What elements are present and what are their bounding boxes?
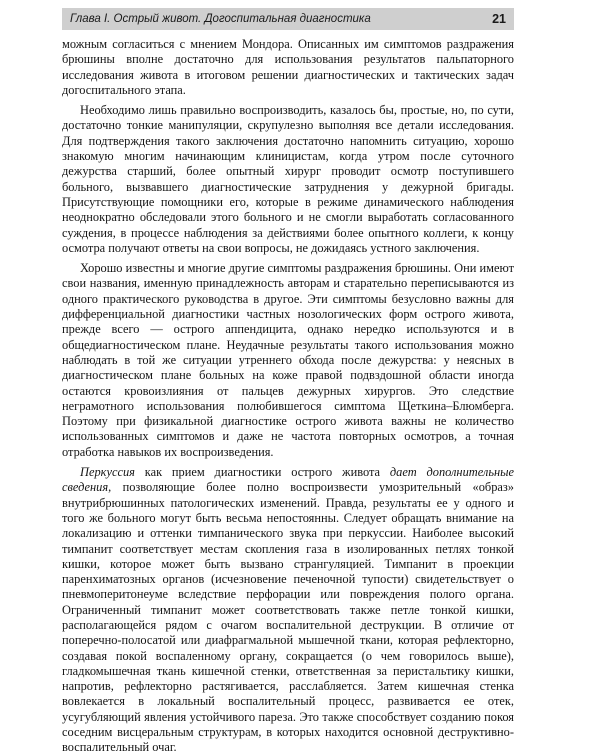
running-header [62, 8, 514, 30]
page-number: 21 [492, 12, 506, 26]
body-text [62, 37, 514, 756]
paragraph-1: можным согласиться с мнением Мондора. Описанных им симптомов раздражения брюшины вполне достаточно для использования результатов пальпаторного исследования живота в итоговом решении диагностических и тактических задач догоспитального этапа. [62, 37, 514, 97]
paragraph-2: Необходимо лишь правильно воспроизводить, казалось бы, простые, но, по сути, достаточно тонкие манипуляции, скрупулезно выполняя все детали исследования. Для подтверждения такого заключения достаточно напомнить ситуацию, хорошо знакомую многим начинающим клиницистам, когда утром после суточного дежурства старший, более опытный хирург проводит осмотр поступившего больного, вызвавшего диагностические затруднения у дежурной бригады. Присутствующие помощники его, которые в режиме динамического наблюдения неоднократно обследовали этого больного и не смогли выработать согласованного суждения, в процессе наблюдения за действиями более опытного коллеги, к концу осмотра получают ответы на свои вопросы, не дожидаясь устного заключения. [62, 103, 514, 255]
emphasis-phrase: дает дополнительные сведения [62, 465, 514, 495]
term-percussion: Перкуссия [80, 465, 135, 480]
paragraph-4-text-b: , позволяющие более полно воспроизвести умозрительный «образ» внутрибрюшинных патологических изменений. Правда, результаты ее у одного и того же больного могут быть весьма непостоянны. Следует обращать внимание на локализацию и оттенки тимпанического звука при перкуссии. Наиболее высокий тимпанит соответствует местам скопления газа в изолированных петлях тонкой кишки, которое может быть вызвано странгуляцией. Тимпанит в проекции паренхиматозных органов (исчезновение печеночной тупости) свидетельствует о пневмоперитонеуме вследствие перфорации или повреждения полого органа. Ограниченный тимпанит может соответствовать также петле тонкой кишки, располагающейся рядом с очагом воспалительной деструкции. В отличие от поперечно-полосатой или диафрагмальной мышечной ткани, которая рефлекторно, создавая покой воспаленному органу, сокращается (о чем говорилось выше), гладкомышечная ткань кишечной стенки, ответственная за перистальтику кишки, напротив, рефлекторно растягивается, расслабляется. Затем кишечная стенка вовлекается в локальный воспалительный процесс, развивается ее отек, усугубляющий явления устойчивого пареза. Это также способствует созданию покоя соседним висцеральным структурам, в которых находится основной деструктивно-воспалительный очаг. [62, 480, 514, 755]
chapter-title: Глава I. Острый живот. Догоспитальная диагностика [70, 13, 371, 25]
paragraph-3: Хорошо известны и многие другие симптомы раздражения брюшины. Они имеют свои названия, именную принадлежность авторам и старательно переписываются из одного практического руководства в другое. Эти симптомы безусловно важны для дифференциальной диагностики частных нозологических форм острого живота, прежде всего — острого аппендицита, однако нередко используются и в общедиагностическом плане. Неудачные результаты такого использования можно наблюдать в той же ситуации утреннего обхода после дежурства: у неясных в диагностическом плане больных на коже правой подвздошной области иногда остаются кровоизлияния от пальцев дежурных хирургов. Это следствие неграмотного использования полюбившегося симптома Щеткина–Блюмберга. Поэтому при физикальной диагностике острого живота важны не количество использованных симптомов и даже не частота повторных осмотров, а точная отработка навыков их воспроизведения. [62, 261, 514, 459]
paragraph-4-text-a: как прием диагностики острого живота [134, 465, 390, 480]
paragraph-4 [62, 465, 514, 756]
